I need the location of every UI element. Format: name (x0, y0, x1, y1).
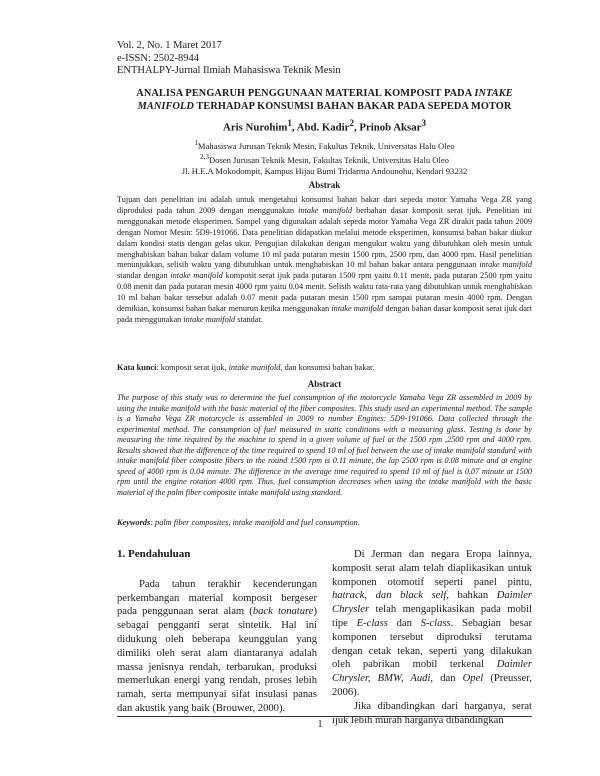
author-name: Prinob Aksar (359, 121, 422, 134)
page-number: 1 (317, 719, 323, 730)
author-list: Aris Nurohim$^1$, Abd. Kadir$^2$, Prinob Aksar$^3$ (223, 118, 426, 134)
journal-volume: Vol. 2, No. 1 Maret 2017 (117, 40, 222, 51)
kata-kunci: Kata kunci: komposit serat ijuk, intake manifold, dan konsumsi bahan bakar. (117, 363, 375, 372)
journal-issn: e-ISSN: 2502-8944 (117, 52, 199, 64)
author-name: Abd. Kadir (296, 121, 350, 134)
column-right (332, 548, 532, 727)
abstract-heading: Abstract (307, 379, 342, 389)
journal-header (117, 40, 341, 78)
keywords: Keywords: palm fiber composites, intake manifold and fuel consumption. (117, 518, 360, 527)
paragraph: Di Jerman dan negara Eropa lainnya, komposit serat alam telah diaplikasikan untuk komponen otomotif seperti panel pintu, hatrack, dan black self, bahkan Daimler Chrysler telah mengaplikasikan pada mobil tipe E-class dan S-class. Sebagian besar komponen tersebut diproduksi terutama dengan cetak tekan, seperti yang dilakukan oleh pabrikan mobil terkenal Daimler Chrysler, BMW, Audi, dan Opel (Preusser, 2006). (332, 549, 533, 698)
affiliation-address: Jl. H.E.A Mokodompit, Kampus Hijau Bumi Tridarma Andounohu, Kendari 93232 (181, 166, 468, 177)
footer-rule (117, 716, 532, 717)
affiliations: $^1$Mahasiswa Jurusan Teknik Mesin, Fakultas Teknik, Universitas Halu Oleo $^{2,3}$Dosen Jurusan Teknik Mesin, Fakultas Teknik, Universitas Halu Oleo Jl. H.E.A Mokodompit, Kampus Hijau Bumi Tridarma Andounohu, Kendari 93232 (117, 138, 532, 178)
abstract-body: The purpose of this study was to determine the fuel consumption of the motorcycle Yamaha Vega ZR assembled in 2009 by using the intake manifold with the basic material of the fiber composites. This study used an experimental method. The sample is a Yamaha Vega ZR motorcycle is assembled in 2009 to number Engines: 5D9-191066. Data collected through the experimental method. The consumption of fuel measured in static conditions with a measuring glass. Testing is done by measuring the time required by the machine to spend in a given volume of fuel at the 1500 rpm ,2500 rpm and 4000 rpm. Results showed that the difference of the time required to spend 10 ml of fuel between the use of intake manifold standard with intake manifold fiber composite fibers in the round 1500 rpm is 0.11 minute, the lap 2500 rpm is 0.08 minute and at engine speed of 4000 rpm is 0.04 minute. The difference in the average time required to spend 10 ml of fuel is 0.07 minute at 1500 rpm until the engine rotation 4000 rpm. Thus, fuel consumption decreases when using the intake manifold with the basic material of the palm fiber composite intake manifold using standard. (117, 393, 532, 497)
author-name: Aris Nurohim (223, 121, 288, 134)
abstrak-heading: Abstrak (308, 180, 341, 190)
journal-name: ENTHALPY-Jurnal Ilmiah Mahasiswa Teknik Mesin (117, 65, 341, 76)
affiliation-line: Dosen Jurusan Teknik Mesin, Fakultas Teknik, Universitas Halu Oleo (208, 155, 449, 166)
paragraph: Pada tahun terakhir kecenderungan perkembangan material komposit bergeser pada penggunaan serat alam (back tonature) sebagai pengganti serat sintetik. Hal ini didukung oleh beberapa keunggulan yang dimiliki oleh serat alam diantaranya adalah massa jenisnya rendah, terbarukan, produksi memerlukan energi yang rendah, proses lebih ramah, serta mempunyai sifat insulasi panas dan akustik yang baik (Brouwer, 2000). (117, 578, 317, 714)
affiliation-line: Mahasiswa Jurusan Teknik Mesin, Fakultas Teknik, Universitas Halu Oleo (197, 140, 455, 151)
paper-title: ANALISA PENGARUH PENGGUNAAN MATERIAL KOMPOSIT PADA INTAKE MANIFOLD TERHADAP KONSUMSI BAHAN BAKAR PADA SEPEDA MOTOR (136, 88, 513, 112)
section-heading: 1. Pendahuluan (117, 548, 191, 560)
paragraph: Jika dibandingkan dari harganya, serat ijuk lebih murah harganya dibandingkan (332, 700, 532, 726)
abstrak-body: Tujuan dari penelitian ini adalah untuk mengetahui konsumsi bahan bakar dari sepeda motor Yamaha Vega ZR yang diproduksi pada tahun 2009 dengan menggunakan intake manifold berbahan dasar komposit serat ijuk. Penelitian ini menggunakan metode eksperimen. Sampel yang digunakan adalah sepeda motor Yamaha Vega ZR dirakit pada tahun 2009 dengan Nomor Mesin: 5D9-191066. Data penelitian didapatkan melalui metode eksperimen, konsumsi bahan bakar diukur dalam kondisi statis dengan gelas ukur. Pengujian dilakukan dengan mengukur waktu yang dibutuhkan oleh mesin untuk menghabiskan bahan bakar dalam volume 10 ml pada putaran mesin 1500 rpm, 2500 rpm, dan 4000 rpm. Hasil penelitian menunjukkan, selisih waktu yang dibutuhkan untuk menghabiskan 10 ml bahan bakar antara penggunaan intake manifold standar dengan intake manifold komposit serat ijuk pada putaran 1500 rpm yaitu 0.11 menit, pada putaran 2500 rpm yaitu 0.08 menit dan pada putaran mesin 4000 rpm yaitu 0.04 menit. Selisih waktu rata-rata yang dibutuhkan untuk menghabiskan 10 ml bahan bakar tersebut adalah 0.07 menit pada putaran mesin 1500 rpm sampai putaran mesin 4000 rpm. Dengan demikian, konsumsi bahan bakar menurun ketika menggunakan intake manifold dengan bahan dasar komposit serat ijuk dari pada menggunakan intake manifold standar. (117, 195, 532, 324)
column-left (117, 548, 317, 716)
